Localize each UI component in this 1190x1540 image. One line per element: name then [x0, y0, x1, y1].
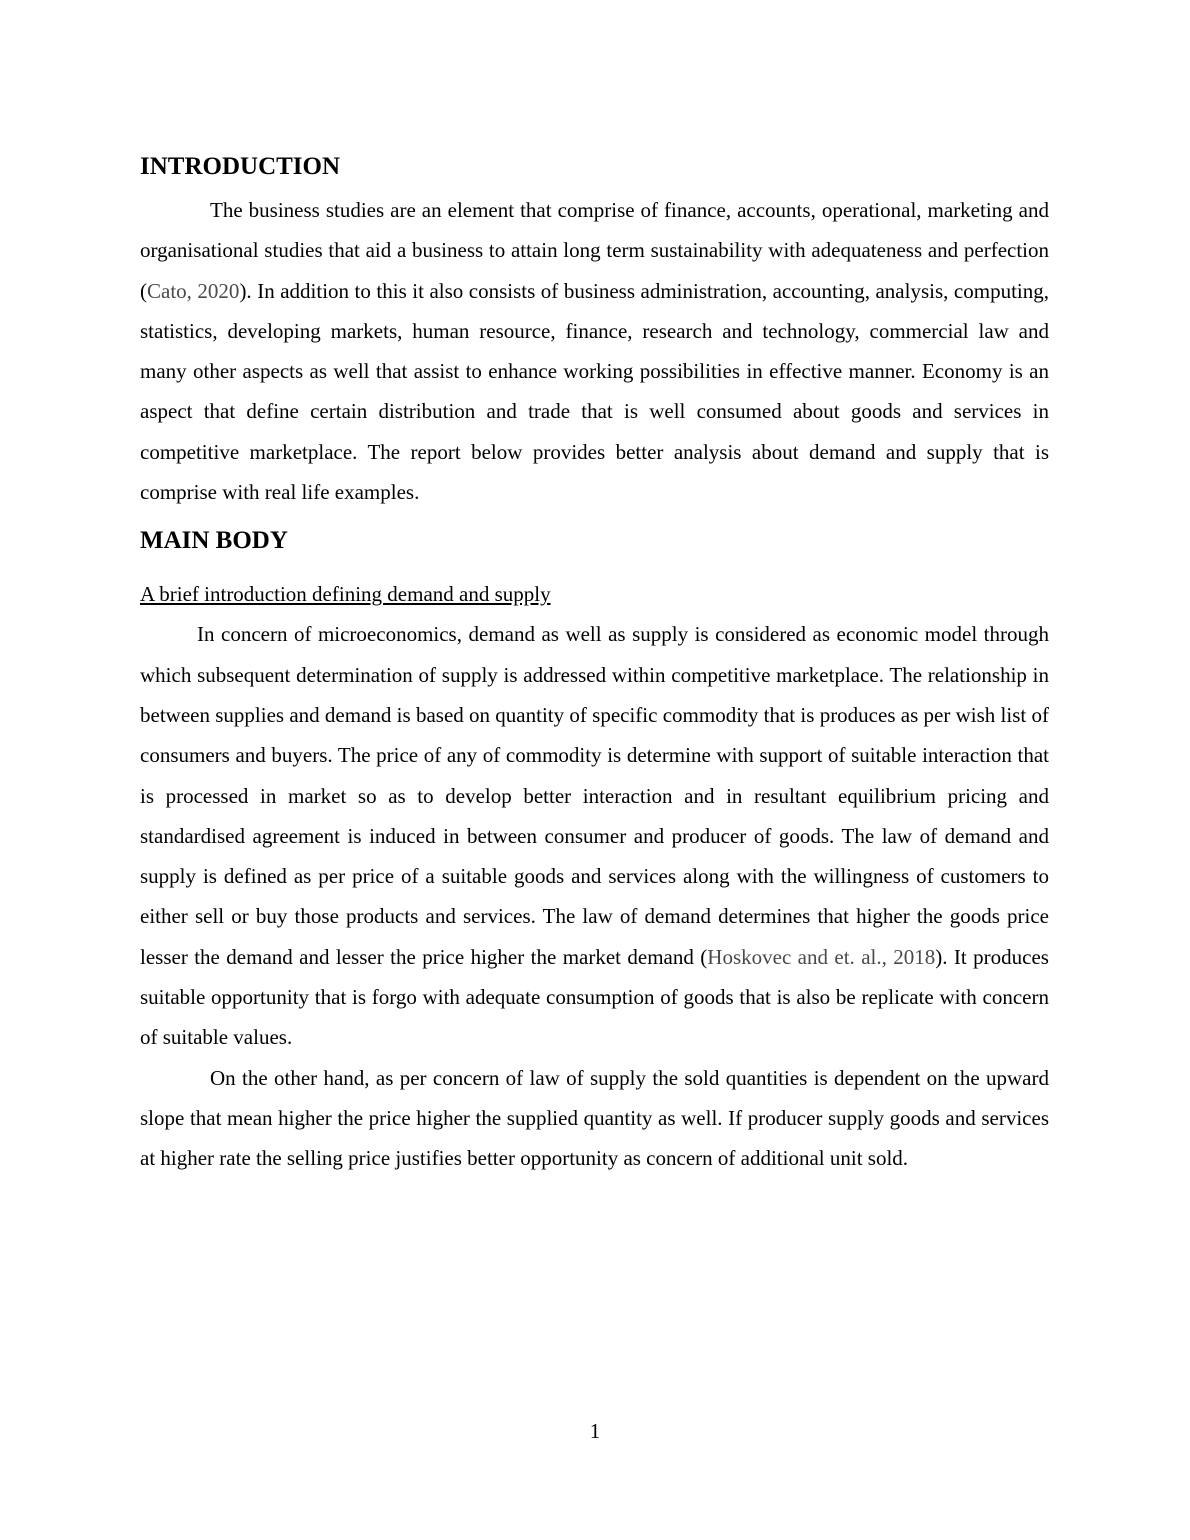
introduction-text-part2: ). In addition to this it also consists of business administration, accounting, analysis, computing, statistics, developing markets, human resource, finance, research and technology, commercial law and many other aspects as well that assist to enhance working possibilities in effective manner. Economy is an aspect that define certain distribution and trade that is well consumed about goods and services in competitive marketplace. The report below provides better analysis about demand and supply that is comprise with real life examples. — [140, 278, 1049, 505]
introduction-text-part1: The business studies are an element that comprise of finance, accounts, operational, marketing and organisational studies that aid a business to attain long term sustainability with adequateness and perfection ( — [140, 198, 1049, 303]
page-number: 1 — [589, 1419, 601, 1443]
subheading-demand-supply: A brief introduction defining demand and supply — [140, 582, 551, 607]
page-content — [140, 148, 1049, 1179]
citation-hoskovec: Hoskovec and et. al., 2018 — [707, 944, 936, 969]
main-body-paragraph-1 — [140, 614, 1049, 1057]
introduction-paragraph — [140, 190, 1049, 512]
citation-cato: Cato, 2020 — [147, 278, 240, 303]
main-body-heading: MAIN BODY — [140, 527, 288, 555]
main-body-p1-part2: ). It produces suitable opportunity that is forgo with adequate consumption of goods that is also be replicate with concern of suitable values. — [140, 944, 1049, 1050]
main-body-p1-part1: In concern of microeconomics, demand as well as supply is considered as economic model through which subsequent determination of supply is addressed within competitive marketplace. The relationship in between supplies and demand is based on quantity of specific commodity that is produces as per wish list of consumers and buyers. The price of any of commodity is determine with support of suitable interaction that is processed in market so as to develop better interaction and in resultant equilibrium pricing and standardised agreement is induced in between consumer and producer of goods. The law of demand and supply is defined as per price of a suitable goods and services along with the willingness of customers to either sell or buy those products and services. The law of demand determines that higher the goods price lesser the demand and lesser the price higher the market demand ( — [140, 622, 1049, 969]
introduction-heading: INTRODUCTION — [140, 153, 341, 180]
main-body-paragraph-2: On the other hand, as per concern of law of supply the sold quantities is dependent on the upward slope that mean higher the price higher the supplied quantity as well. If producer supply goods and services at higher rate the selling price justifies better opportunity as concern of additional unit sold. — [140, 1065, 1049, 1171]
